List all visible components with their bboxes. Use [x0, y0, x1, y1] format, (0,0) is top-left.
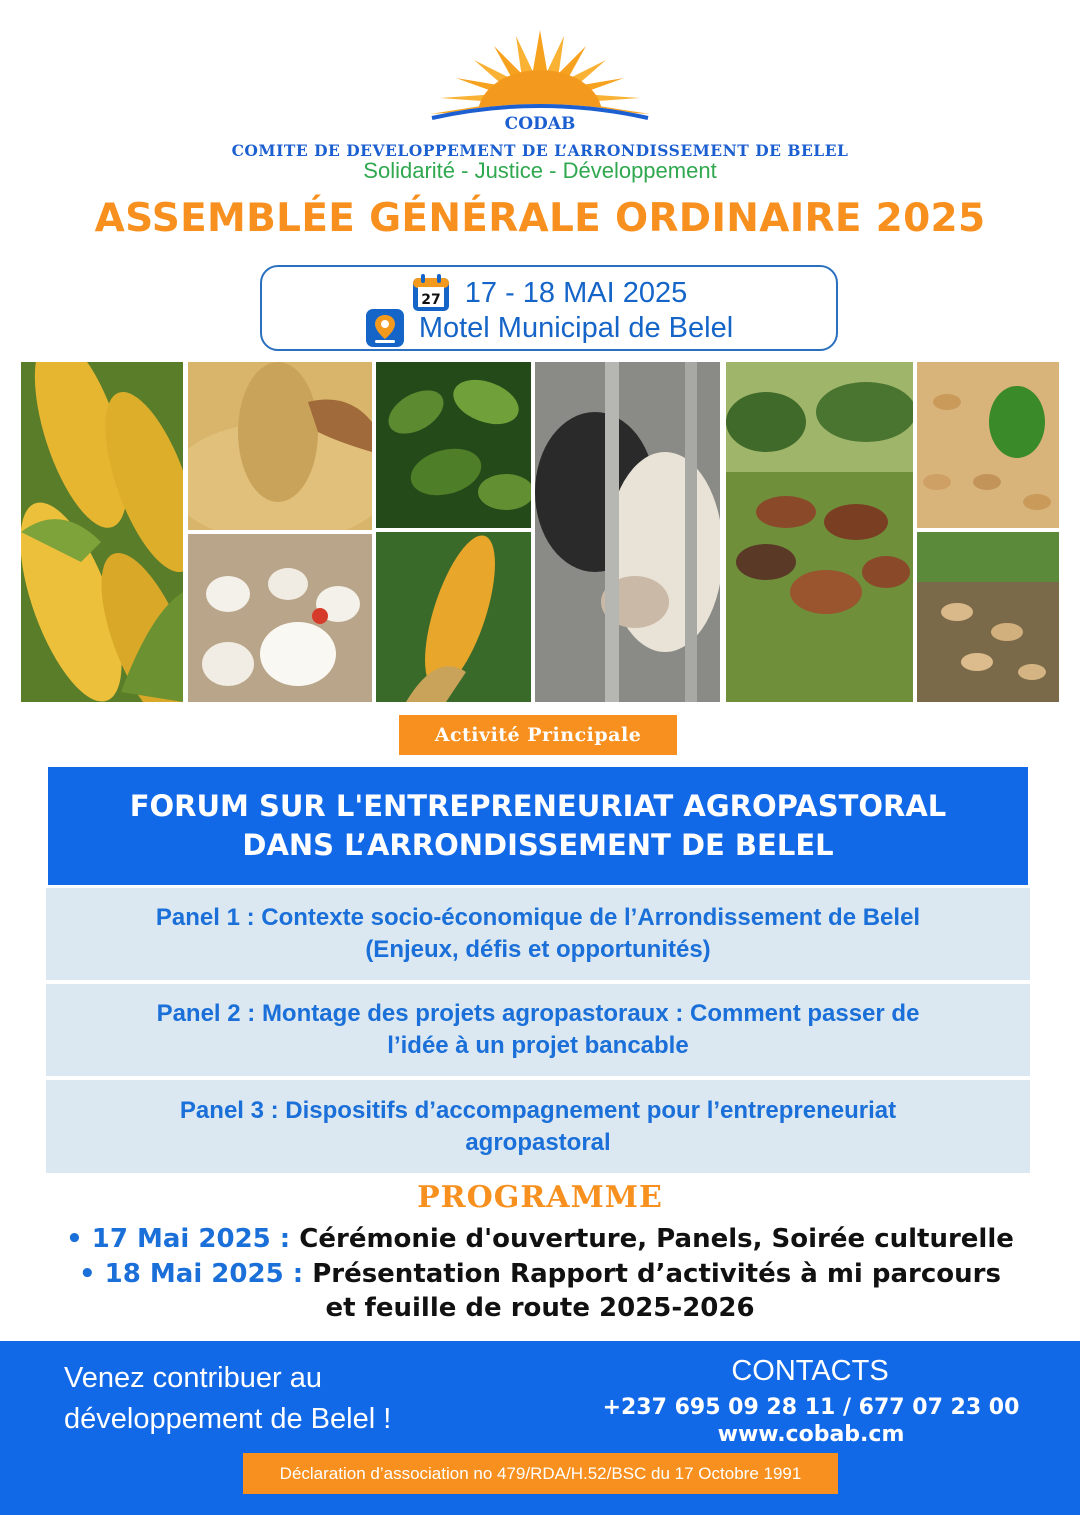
event-date-row [262, 273, 836, 313]
panel-1-line2: (Enjeux, défis et opportunités) [365, 936, 711, 963]
forum-title-line1: FORUM SUR L'ENTREPRENEURIAT AGROPASTORAL [129, 789, 947, 823]
organization-name: COMITE DE DEVELOPPEMENT DE L’ARRONDISSEMENT DE BELEL [231, 141, 849, 160]
programme-date: • 18 Mai 2025 : [79, 1259, 304, 1289]
cta-line2: développement de Belel ! [64, 1403, 392, 1435]
event-location-row [262, 308, 836, 348]
contact-phones: +237 695 09 28 11 / 677 07 23 00 [602, 1395, 1020, 1420]
programme-text: Cérémonie d'ouverture, Panels, Soirée culturelle [299, 1224, 1014, 1254]
programme-title: PROGRAMME [417, 1180, 663, 1215]
photo-cattle-herd [726, 362, 913, 702]
photo-leaves [376, 362, 531, 528]
programme-item-1 [0, 1222, 1080, 1256]
photo-chickens [188, 534, 372, 702]
panel-1-line1: Panel 1 : Contexte socio-économique de l’Arrondissement de Belel [155, 904, 921, 931]
photo-peanuts [917, 362, 1059, 528]
activity-badge: Activité Principale [399, 715, 677, 755]
location-pin-icon [365, 308, 405, 348]
contacts-heading: CONTACTS [731, 1355, 889, 1387]
panel-item [46, 888, 1030, 980]
agriculture-photo-collage [21, 362, 1059, 702]
organization-motto: Solidarité - Justice - Développement [363, 158, 717, 183]
photo-grains [188, 362, 372, 530]
programme-item-2-continued: et feuille de route 2025-2026 [325, 1293, 755, 1323]
panel-3-line2: agropastoral [465, 1128, 611, 1156]
call-to-action [64, 1358, 494, 1440]
forum-title-line2: DANS L’ARRONDISSEMENT DE BELEL [242, 828, 834, 862]
panel-item [46, 984, 1030, 1076]
panel-2-line1: Panel 2 : Montage des projets agropastoraux : Comment passer de [156, 1000, 920, 1027]
forum-title-banner [48, 767, 1028, 885]
programme-text: Présentation Rapport d’activités à mi parcours [312, 1259, 1001, 1289]
photo-corn-cobs [21, 362, 183, 702]
programme-item-2 [0, 1257, 1080, 1291]
photo-corn-cob [376, 532, 531, 702]
association-declaration: Déclaration d’association no 479/RDA/H.52/BSC du 17 Octobre 1991 [243, 1453, 838, 1494]
programme-date: • 17 Mai 2025 : [66, 1224, 291, 1254]
codab-logo [420, 28, 660, 132]
photo-cattle-closeup [535, 362, 720, 702]
event-dates: 17 - 18 MAI 2025 [464, 276, 688, 309]
svg-text:27: 27 [421, 292, 441, 308]
panel-item [46, 1080, 1030, 1173]
logo-wordmark: CODAB [504, 114, 576, 132]
calendar-icon [411, 273, 451, 313]
event-location: Motel Municipal de Belel [418, 311, 734, 344]
cta-line1: Venez contribuer au [64, 1362, 322, 1394]
photo-peanut-plant [917, 532, 1059, 702]
event-info-box [260, 265, 838, 351]
panel-2-line2: l’idée à un projet bancable [387, 1032, 689, 1059]
panel-3-line1: Panel 3 : Dispositifs d’accompagnement pour l’entrepreneuriat [179, 1096, 897, 1124]
website-link[interactable]: www.cobab.cm [717, 1422, 905, 1447]
page-title: ASSEMBLÉE GÉNÉRALE ORDINAIRE 2025 [94, 196, 986, 241]
